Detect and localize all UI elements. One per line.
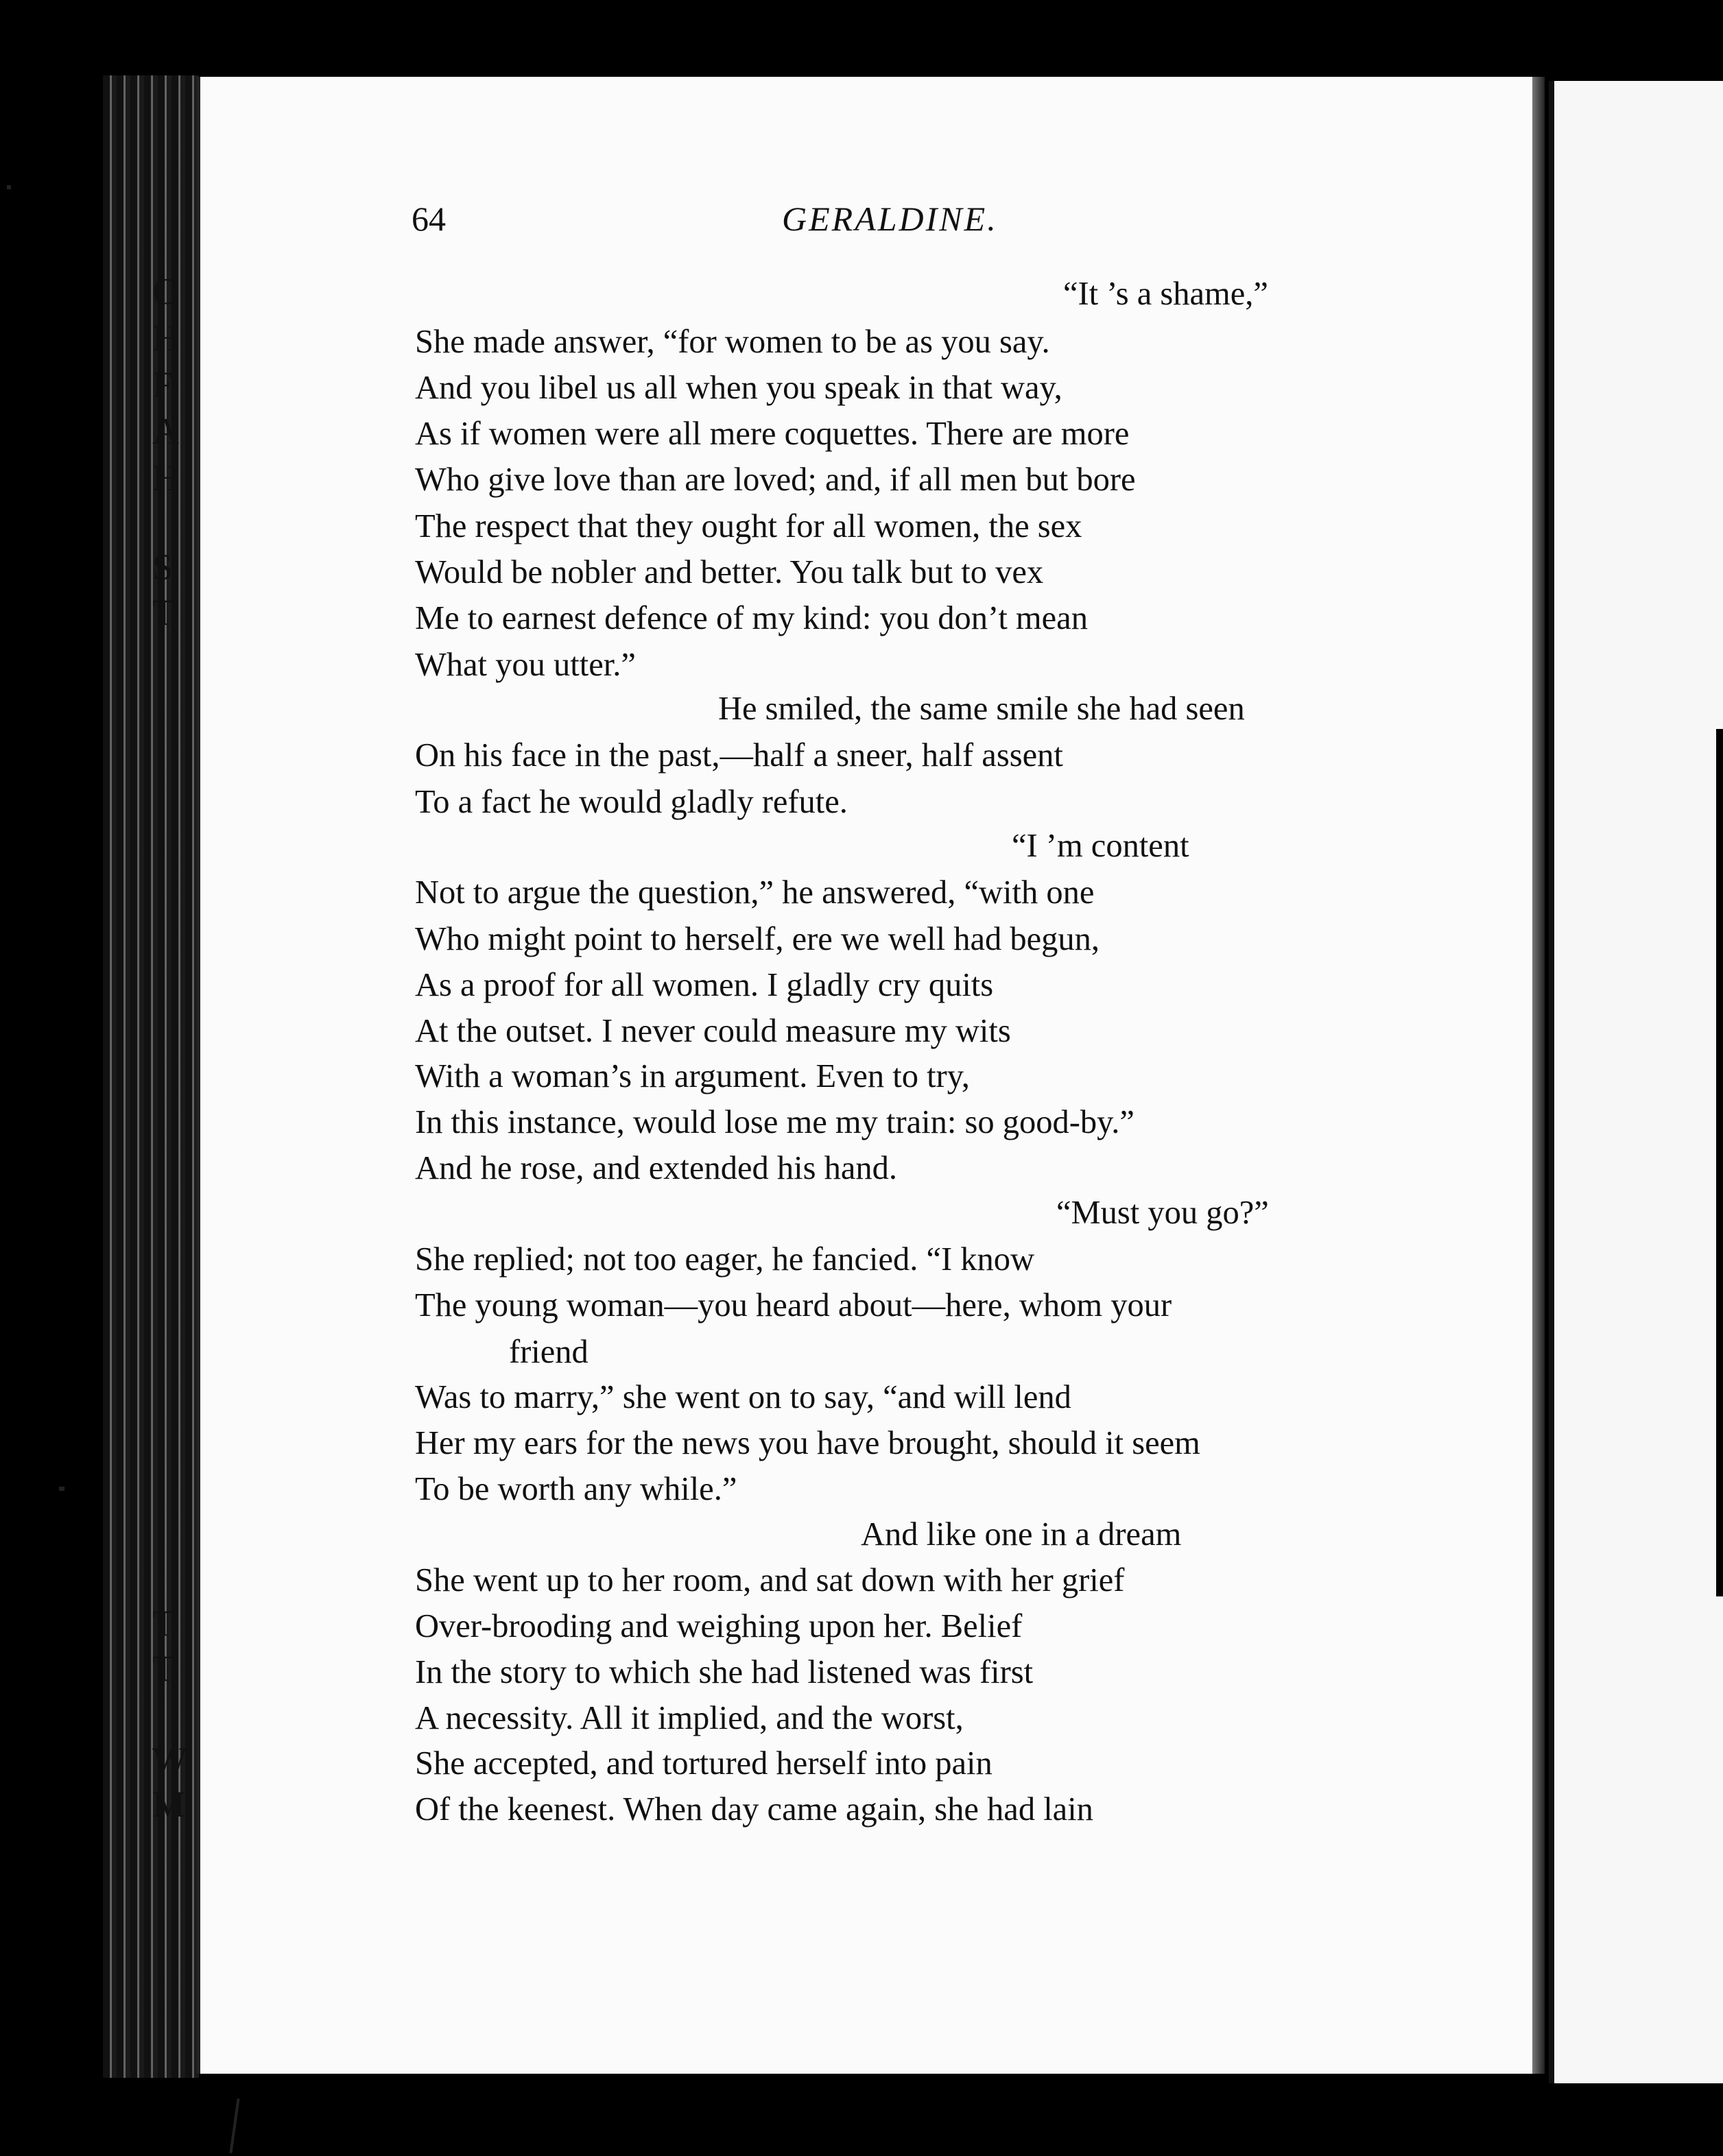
page-gutter-shadow: [1532, 77, 1545, 2074]
adjacent-letter: H: [152, 457, 179, 499]
poem-line: Who give love than are loved; and, if all men but bore: [415, 462, 1136, 498]
running-title: GERALDINE.: [782, 200, 998, 238]
poem-line: Was to marry,” she went on to say, “and will lend: [415, 1379, 1071, 1415]
scan-speck: [7, 185, 11, 189]
poem-line: Of the keenest. When day came again, she had lain: [415, 1791, 1093, 1828]
poem-line: In the story to which she had listened was first: [415, 1654, 1034, 1690]
poem-line: And you libel us all when you speak in that way,: [415, 370, 1062, 406]
adjacent-page-edge: [1549, 81, 1723, 2083]
poem-line: On his face in the past,—half a sneer, half assent: [415, 737, 1063, 774]
poem-line: What you utter.”: [415, 647, 636, 683]
poem-line: Over-brooding and weighing upon her. Belief: [415, 1608, 1023, 1644]
poem-line: At the outset. I never could measure my wits: [415, 1013, 1011, 1049]
poem-line: In this instance, would lose me my train: so good-by.”: [415, 1104, 1134, 1140]
poem-line: “I ’m content: [1012, 828, 1189, 864]
poem-line: Who might point to herself, ere we well had begun,: [415, 921, 1100, 957]
adjacent-page-black-bar: [1716, 729, 1723, 1596]
poem-line: Her my ears for the news you have brought, should it seem: [415, 1425, 1200, 1461]
poem-line: Not to argue the question,” he answered, “with one: [415, 874, 1095, 911]
poem-line: Me to earnest defence of my kind: you don’t mean: [415, 600, 1088, 636]
poem-line: As if women were all mere coquettes. There are more: [415, 416, 1130, 452]
poem-line: She went up to her room, and sat down with her grief: [415, 1562, 1125, 1598]
poem-line: He smiled, the same smile she had seen: [718, 691, 1245, 727]
adjacent-letter: F: [152, 364, 174, 405]
adjacent-letter: T: [152, 592, 175, 633]
adjacent-letter: A: [152, 411, 179, 452]
poem-line: She made answer, “for women to be as you say.: [415, 324, 1050, 360]
adjacent-letter: C: [152, 271, 178, 312]
poem-line: To a fact he would gladly refute.: [415, 784, 848, 820]
poem-line: She replied; not too eager, he fancied. “I know: [415, 1241, 1035, 1278]
page-number: 64: [412, 200, 446, 238]
poem-line: friend: [509, 1334, 589, 1370]
poem-line: She accepted, and tortured herself into pain: [415, 1745, 993, 1782]
adjacent-letter: T: [152, 1603, 175, 1644]
poem-line: Would be nobler and better. You talk but to vex: [415, 554, 1044, 590]
poem-line: “Must you go?”: [1056, 1195, 1269, 1231]
poem-line: With a woman’s in argument. Even to try,: [415, 1058, 970, 1094]
adjacent-letter: S: [152, 547, 174, 588]
poem-line: And like one in a dream: [861, 1516, 1182, 1553]
poem-line: And he rose, and extended his hand.: [415, 1150, 898, 1186]
scan-speck: [229, 2098, 239, 2153]
adjacent-letter: H: [152, 318, 179, 359]
poem-line: “It ’s a shame,”: [1063, 276, 1268, 312]
scan-speck: [59, 1487, 64, 1491]
adjacent-letter: M: [152, 1784, 186, 1825]
poem-line: To be worth any while.”: [415, 1471, 737, 1507]
poem-line: A necessity. All it implied, and the worst,: [415, 1700, 964, 1736]
adjacent-letter: W: [152, 1740, 187, 1781]
adjacent-letter: T: [152, 1648, 175, 1689]
poem-line: The respect that they ought for all women, the sex: [415, 508, 1082, 544]
poem-line: The young woman—you heard about—here, whom your: [415, 1287, 1172, 1323]
poem-line: As a proof for all women. I gladly cry quits: [415, 967, 994, 1003]
